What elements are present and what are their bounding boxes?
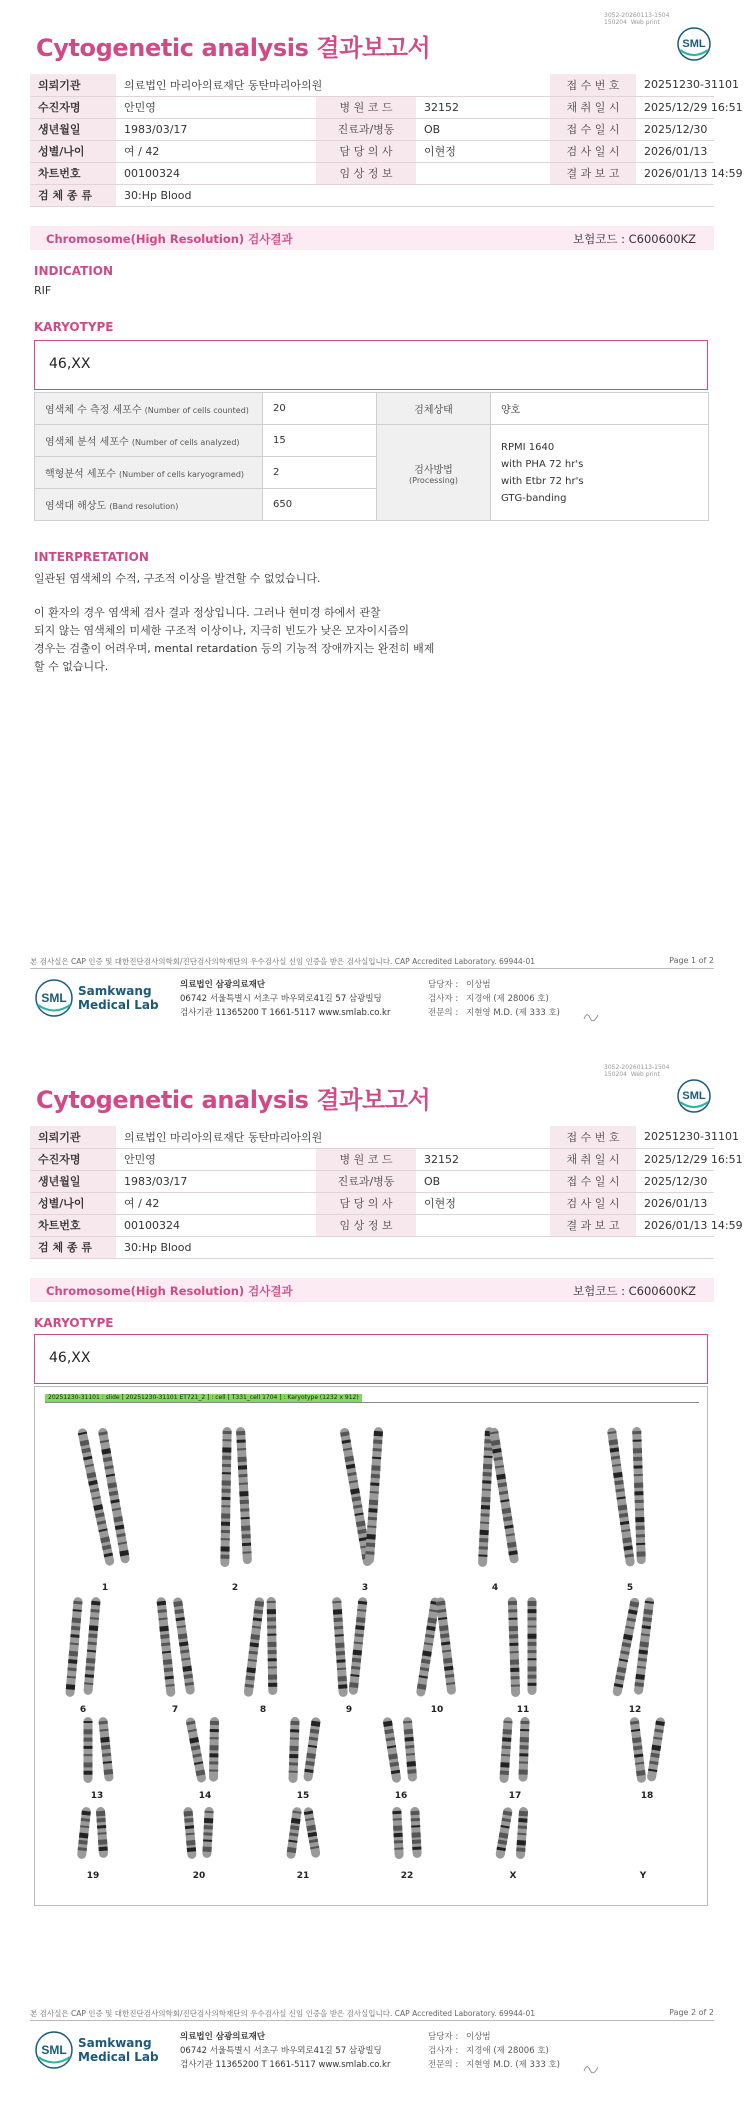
info-label: 접 수 번 호 [550,74,636,96]
chromosome-label: 6 [79,1705,87,1715]
chromosome-pair [185,1717,219,1784]
table-row [30,1148,714,1170]
info-label: 검 체 종 류 [30,184,116,206]
info-label: 성별/나이 [30,140,116,162]
info-label: 진료과/병동 [316,1170,416,1192]
info-label: 접 수 일 시 [550,118,636,140]
info-label: 결 과 보 고 [550,1214,636,1236]
chromosome-label: 3 [361,1583,369,1593]
chromosome-pair [495,1807,528,1860]
info-value: 2026/01/13 [636,1192,714,1214]
table-row [30,96,714,118]
patient-info-body [30,74,743,206]
info-value: 이현정 [416,140,550,162]
info-label: 차트번호 [30,162,116,184]
chromosome-label: 14 [198,1791,212,1801]
svg-text:SML: SML [682,1090,706,1102]
interpretation-summary: 일관된 염색체의 수적, 구조적 이상을 발견할 수 없었습니다. [34,572,321,585]
info-label: 검 체 종 류 [30,1236,116,1258]
lab-info [180,978,390,1020]
info-value: 2026/01/13 14:59 [636,162,714,184]
karyotype-value: 46,XX [49,356,91,372]
print-stamp-code: 150204 [604,19,627,26]
info-empty [316,1236,714,1258]
chromosome-label: 12 [628,1705,642,1715]
signature-mark [582,1010,600,1022]
chromosome-pair [84,1717,114,1783]
interpretation-line: 경우는 검출이 어려우며, mental retardation 등의 기능적 장애까지는 완전히 배제 [34,642,435,655]
print-stamp-line: 3052-20260113-1504 [604,12,670,19]
info-value: 여 / 42 [116,140,316,162]
info-label: 진료과/병동 [316,118,416,140]
chromosome-label: 2 [231,1583,239,1593]
info-empty [316,184,714,206]
chromosome-pair [288,1717,321,1783]
band-value: 650 [263,489,377,521]
interpretation-line: 되지 않는 염색체의 미세한 구조적 이상이나, 지극히 빈도가 낮은 모자이시즘의 [34,624,409,637]
chromosome-label: 8 [259,1705,267,1715]
info-label: 수진자명 [30,96,116,118]
patient-info-table [30,74,743,207]
insurance-code: 보험코드 : C600600KZ [573,1284,696,1298]
info-value: 20251230-31101 [636,1126,714,1148]
table-row [30,74,714,96]
chromosome-label: 16 [394,1791,408,1801]
analyzed-label: 염색체 분석 세포수 (Number of cells analyzed) [35,425,263,457]
karyogramed-label: 핵형분석 세포수 (Number of cells karyogramed) [35,457,263,489]
table-row [30,118,714,140]
samkwang-logo [34,2030,164,2076]
chromosome-label: 11 [516,1705,530,1715]
chromosome-label: Y [639,1871,647,1881]
info-value: OB [416,118,550,140]
info-label: 차트번호 [30,1214,116,1236]
chromosome-pair [332,1597,368,1697]
info-value: 00100324 [116,162,316,184]
chromosome-pair [183,1807,214,1860]
info-label: 수진자명 [30,1148,116,1170]
chromosome-label: 15 [296,1791,310,1801]
info-value [416,1214,550,1236]
lab-staff: 담당자 : 이상범 검사자 : 지경애 (제 28006 호) 전문의 : 지현영 M.D. (제 333 호) [428,980,561,1018]
interpretation-line: 이 환자의 경우 염색체 검사 결과 정상입니다. 그러나 현미경 하에서 관찰 [34,606,381,619]
chromosome-pair [392,1807,422,1859]
info-value: 여 / 42 [116,1192,316,1214]
info-value: 2025/12/30 [636,118,714,140]
specimen-label: 검체상태 [377,393,491,425]
lab-staff: 담당자 : 이상범 검사자 : 지경애 (제 28006 호) 전문의 : 지현영 M.D. (제 333 호) [428,2032,561,2070]
signature-mark [582,2062,600,2074]
sml-logo [676,26,712,62]
chromosome-pair [65,1597,101,1697]
info-value: 1983/03/17 [116,118,316,140]
info-label: 담 당 의 사 [316,140,416,162]
counted-label: 염색체 수 측정 세포수 (Number of cells counted) [35,393,263,425]
samkwang-logo-mark [34,2030,74,2070]
karyotype-value: 46,XX [49,1350,91,1366]
info-label: 의뢰기관 [30,1126,116,1148]
table-row [30,1192,714,1214]
info-value: 2025/12/29 16:51 [636,1148,714,1170]
info-value: 2026/01/13 14:59 [636,1214,714,1236]
karyotype-box [34,340,708,390]
chromosome-pair [499,1717,529,1783]
info-label: 접 수 일 시 [550,1170,636,1192]
print-stamp [604,1064,669,1078]
sml-logo [676,1078,712,1114]
info-label: 결 과 보 고 [550,162,636,184]
info-value: 20251230-31101 [636,74,714,96]
info-value: 2026/01/13 [636,140,714,162]
print-stamp-line: 150204 Web print [604,1071,660,1078]
chromosome-label: 1 [101,1583,109,1593]
karyotype-heading: KARYOTYPE [34,320,114,334]
specimen-value: 양호 [491,393,709,425]
chromosome-pair [607,1427,646,1567]
page-title: Cytogenetic analysis 결과보고서 [36,1086,431,1114]
chromosome-label: 18 [640,1791,654,1801]
chromosome-pair [77,1427,130,1566]
lab-info [180,2030,390,2072]
lab-name: 의료법인 삼광의료재단 [180,980,266,990]
info-value: 30:Hp Blood [116,1236,316,1258]
accreditation-note: 본 검사실은 CAP 인증 및 대한진단검사의학회/진단검사의학재단의 우수검사실 신임 인증을 받은 검사실입니다. CAP Accredited Laboratory. 69944-01 [30,957,536,966]
analyzed-value: 15 [263,425,377,457]
lab-name: 의료법인 삼광의료재단 [180,2032,266,2042]
sml-logo-text: SML [682,38,706,50]
chromosome-label: 13 [90,1791,104,1801]
karyotype-box [34,1334,708,1384]
chromosome-pair [286,1807,321,1860]
chromosome-label: 9 [345,1705,353,1715]
insurance-code: 보험코드 : C600600KZ [573,232,696,246]
chromosome-pair [243,1597,277,1697]
section-title: Chromosome(High Resolution) 검사결과 [46,1284,293,1298]
chromosome-pair [339,1427,383,1567]
info-label: 검 사 일 시 [550,1192,636,1214]
info-label: 생년월일 [30,118,116,140]
info-value: 00100324 [116,1214,316,1236]
chromosome-pairs [35,1387,709,1907]
info-label: 생년월일 [30,1170,116,1192]
footer-divider [30,968,714,969]
karyotype-heading: KARYOTYPE [34,1316,114,1330]
info-value: 2025/12/30 [636,1170,714,1192]
chromosome-label: 21 [296,1871,310,1881]
table-row [30,140,714,162]
chromosome-pair [77,1807,108,1860]
info-value: 안민영 [116,1148,316,1170]
chromosome-label: 7 [171,1705,179,1715]
table-row [30,162,714,184]
cell-count-table [34,392,709,521]
chromosome-pair [478,1427,519,1567]
lab-address: 06742 서울특별시 서초구 바우뫼로41길 57 삼광빌딩 [180,994,382,1004]
table-row [30,184,714,206]
method-label: 검사방법 (Processing) [377,425,491,521]
lab-contact: 검사기관 11365200 T 1661-5117 www.smlab.co.kr [180,2060,391,2070]
indication-heading: INDICATION [34,264,113,278]
info-label: 채 취 일 시 [550,1148,636,1170]
chromosome-label: 5 [626,1583,634,1593]
accreditation-note: 본 검사실은 CAP 인증 및 대한진단검사의학회/진단검사의학재단의 우수검사실 신임 인증을 받은 검사실입니다. CAP Accredited Laboratory. 69944-01 [30,2009,536,2018]
samkwang-wordmark: Samkwang Medical Lab [78,2036,159,2064]
chromosome-pair [630,1717,666,1784]
footer-divider [30,2020,714,2021]
samkwang-logo-mark [34,978,74,1018]
result-section-bar [30,1278,714,1302]
interpretation-heading: INTERPRETATION [34,550,149,564]
svg-text:SML: SML [41,991,67,1005]
chromosome-pair [156,1597,195,1697]
samkwang-wordmark: Samkwang Medical Lab [78,984,159,1012]
info-label: 접 수 번 호 [550,1126,636,1148]
patient-info-body [30,1126,743,1258]
info-label: 병 원 코 드 [316,96,416,118]
print-stamp-type: Web print [630,19,660,26]
interpretation-line: 할 수 없습니다. [34,660,109,673]
section-title: Chromosome(High Resolution) 검사결과 [46,232,293,246]
page-number: Page 1 of 2 [669,956,714,965]
chromosome-label: 19 [86,1871,100,1881]
print-stamp-line [604,19,669,26]
info-value: 2025/12/29 16:51 [636,96,714,118]
table-row [30,1170,714,1192]
table-row [30,1126,714,1148]
info-value: 의료법인 마리아의료재단 동탄마리아의원 [116,74,550,96]
info-value: 이현정 [416,1192,550,1214]
chromosome-label: 10 [430,1705,444,1715]
chromosome-pair [612,1597,654,1697]
karyogramed-value: 2 [263,457,377,489]
info-label: 채 취 일 시 [550,96,636,118]
method-value: RPMI 1640 with PHA 72 hr's with Etbr 72 hr's GTG-banding [491,425,709,521]
info-label: 병 원 코 드 [316,1148,416,1170]
counted-value: 20 [263,393,377,425]
info-value: 32152 [416,96,550,118]
table-row [35,425,709,457]
chromosome-pair [382,1717,417,1784]
page-title: Cytogenetic analysis 결과보고서 [36,34,431,62]
info-label: 담 당 의 사 [316,1192,416,1214]
lab-address: 06742 서울특별시 서초구 바우뫼로41길 57 삼광빌딩 [180,2046,382,2056]
info-value: OB [416,1170,550,1192]
info-value: 1983/03/17 [116,1170,316,1192]
page-number: Page 2 of 2 [669,2008,714,2017]
print-stamp [604,12,669,26]
chromosome-pair [416,1597,457,1697]
chromosome-pair [508,1597,537,1697]
band-label: 염색대 해상도 (Band resolution) [35,489,263,521]
info-value: 30:Hp Blood [116,184,316,206]
chromosome-label: 4 [491,1583,499,1593]
patient-info-table [30,1126,743,1259]
table-row [30,1236,714,1258]
samkwang-logo [34,978,164,1024]
table-row [35,393,709,425]
print-stamp-line: 3052-20260113-1504 [604,1064,670,1071]
lab-contact: 검사기관 11365200 T 1661-5117 www.smlab.co.kr [180,1008,391,1018]
info-value: 안민영 [116,96,316,118]
svg-text:SML: SML [41,2043,67,2057]
info-label: 성별/나이 [30,1192,116,1214]
chromosome-label: 20 [192,1871,206,1881]
info-label: 임 상 정 보 [316,162,416,184]
indication-text: RIF [34,284,52,297]
karyogram-image [34,1386,708,1906]
info-label: 의뢰기관 [30,74,116,96]
chromosome-label: 22 [400,1871,414,1881]
chromosome-pair [220,1427,252,1567]
table-row [30,1214,714,1236]
info-value [416,162,550,184]
result-section-bar [30,226,714,250]
info-label: 임 상 정 보 [316,1214,416,1236]
info-label: 검 사 일 시 [550,140,636,162]
info-value: 32152 [416,1148,550,1170]
info-value: 의료법인 마리아의료재단 동탄마리아의원 [116,1126,550,1148]
chromosome-label: X [509,1871,517,1881]
chromosome-label: 17 [508,1791,522,1801]
karyogram-header: 20251230-31101 : slide [ 20251230-31101 ET721_2 ] : cell [ T331_cell 1704 ] : Karyotype (1232 x 912) [45,1394,362,1402]
